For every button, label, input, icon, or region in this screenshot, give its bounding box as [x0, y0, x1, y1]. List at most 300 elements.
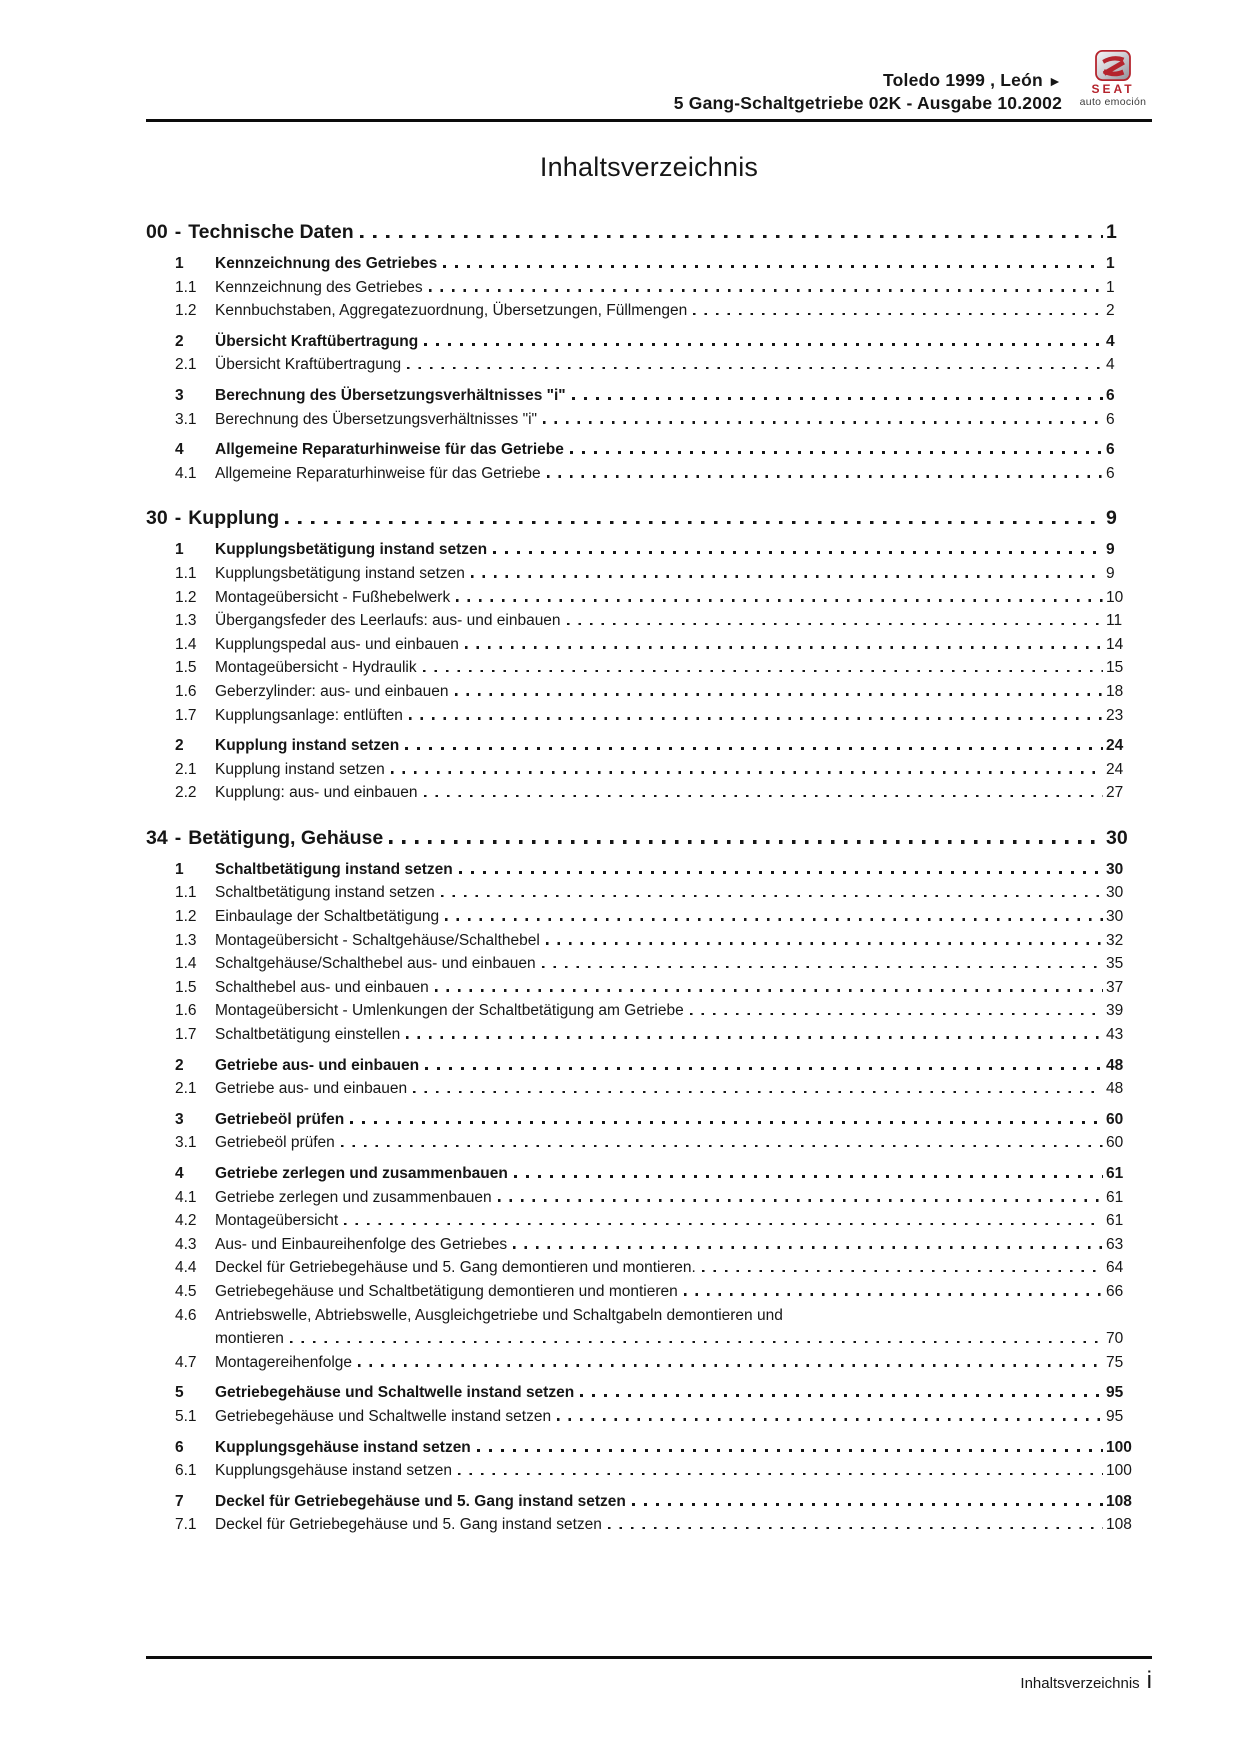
dot-leader — [455, 693, 1103, 696]
row-number: 3.1 — [175, 410, 197, 428]
row-number: 4 — [175, 441, 184, 459]
row-body — [215, 1459, 1152, 1483]
dot-leader — [498, 1199, 1103, 1202]
row-page: 1 — [1106, 278, 1115, 296]
row-page: 30 — [1106, 884, 1124, 902]
dot-leader — [423, 670, 1103, 673]
row-body — [215, 586, 1152, 610]
row-page: 14 — [1106, 635, 1124, 653]
row-title: Getriebeöl prüfen — [215, 1110, 345, 1128]
row-page: 60 — [1106, 1134, 1124, 1152]
row-number: 2.1 — [175, 356, 197, 374]
row-body — [215, 976, 1152, 1000]
dot-leader — [360, 235, 1103, 239]
dot-leader — [459, 871, 1103, 874]
row-title: Schaltgehäuse/Schalthebel aus- und einbauen — [215, 955, 536, 973]
row-title: Kennzeichnung des Getriebes — [215, 278, 423, 296]
row-number: 4.2 — [175, 1212, 197, 1230]
row-number: 4.1 — [175, 464, 197, 482]
row-number: 1.2 — [175, 908, 197, 926]
row-title: Kennzeichnung des Getriebes — [215, 255, 438, 272]
row-title: Getriebe zerlegen und zusammenbauen — [215, 1165, 508, 1182]
section-separator: - — [174, 826, 182, 849]
toc-row — [146, 734, 1152, 758]
row-body — [215, 704, 1152, 728]
section-number: 34 — [146, 826, 168, 849]
toc-row — [146, 1209, 1152, 1233]
dot-leader — [344, 1223, 1103, 1226]
toc-row — [146, 881, 1152, 905]
row-number: 2 — [175, 737, 184, 755]
row-body — [215, 299, 1152, 323]
row-number: 4.1 — [175, 1188, 197, 1206]
dot-leader — [441, 895, 1103, 898]
row-title: Übergangsfeder des Leerlaufs: aus- und einbauen — [215, 612, 561, 630]
row-page: 15 — [1106, 659, 1124, 677]
toc-section — [146, 221, 1152, 485]
dot-leader — [341, 1145, 1103, 1148]
row-body — [215, 408, 1152, 432]
row-title: Kupplungspedal aus- und einbauen — [215, 635, 459, 653]
row-number: 1.1 — [175, 884, 197, 902]
row-number: 5 — [175, 1384, 184, 1402]
row-page: 108 — [1106, 1492, 1132, 1510]
row-body — [215, 858, 1152, 882]
row-number: 1.2 — [175, 588, 197, 606]
toc-row — [146, 999, 1152, 1023]
row-title: Schaltbetätigung einstellen — [215, 1026, 401, 1044]
row-title: Getriebeöl prüfen — [215, 1134, 335, 1152]
seat-badge-icon — [1095, 50, 1131, 81]
row-title: Kupplungsgehäuse instand setzen — [215, 1438, 471, 1456]
toc-section-header — [146, 827, 1152, 850]
row-number: 3.1 — [175, 1134, 197, 1152]
row-title: Montagereihenfolge — [215, 1353, 353, 1371]
toc-row — [146, 408, 1152, 432]
row-page: 60 — [1106, 1110, 1124, 1128]
row-body — [215, 999, 1152, 1023]
toc-row — [146, 1256, 1152, 1280]
row-title: Getriebe aus- und einbauen — [215, 1056, 420, 1074]
row-number: 1.3 — [175, 931, 197, 949]
dot-leader — [445, 918, 1103, 921]
row-page: 39 — [1106, 1002, 1124, 1020]
row-number: 1.4 — [175, 955, 197, 973]
row-number: 1.6 — [175, 1002, 197, 1020]
row-page: 24 — [1106, 737, 1124, 755]
toc-row — [146, 1186, 1152, 1210]
row-body — [215, 734, 1152, 758]
row-number: 4.6 — [175, 1306, 197, 1324]
toc-row — [146, 1131, 1152, 1155]
row-title: Kupplung instand setzen — [215, 760, 385, 778]
toc-row — [146, 656, 1152, 680]
row-page: 100 — [1106, 1462, 1132, 1480]
row-number: 3 — [175, 386, 184, 404]
page-header — [146, 50, 1152, 114]
row-page: 18 — [1106, 682, 1124, 700]
row-page: 30 — [1106, 908, 1124, 926]
dot-leader — [389, 840, 1103, 844]
model-name: Toledo 1999 , León — [883, 70, 1043, 90]
row-title: Aus- und Einbaureihenfolge des Getriebes — [215, 1235, 508, 1253]
row-number: 4.4 — [175, 1259, 197, 1277]
row-body — [215, 680, 1152, 704]
row-number: 3 — [175, 1110, 184, 1128]
toc-row — [146, 1459, 1152, 1483]
row-page: 11 — [1106, 612, 1123, 630]
dot-leader — [608, 1527, 1103, 1530]
header-manual-line: 5 Gang-Schaltgetriebe 02K - Ausgabe 10.2002 — [673, 93, 1062, 113]
row-title: Geberzylinder: aus- und einbauen — [215, 682, 449, 700]
row-body — [215, 881, 1152, 905]
row-page: 37 — [1106, 978, 1124, 996]
toc-section-header — [146, 221, 1152, 244]
dot-leader — [471, 575, 1103, 578]
row-page: 4 — [1106, 356, 1115, 374]
row-body — [215, 1351, 1152, 1375]
row-number: 4 — [175, 1165, 184, 1182]
row-body — [215, 1233, 1152, 1257]
dot-leader — [424, 795, 1103, 798]
footer-page-number: i — [1146, 1667, 1152, 1694]
row-number: 5.1 — [175, 1407, 197, 1425]
row-page: 27 — [1106, 784, 1124, 802]
dot-leader — [409, 717, 1103, 720]
row-body — [215, 1162, 1152, 1186]
toc-row — [146, 1108, 1152, 1132]
row-page: 9 — [1106, 564, 1115, 582]
row-body — [215, 609, 1152, 633]
row-title: Kupplung instand setzen — [215, 737, 400, 755]
row-body — [215, 1186, 1152, 1210]
row-page: 32 — [1106, 931, 1124, 949]
dot-leader — [477, 1449, 1103, 1452]
toc-row — [146, 384, 1152, 408]
section-title: Technische Daten — [188, 221, 354, 243]
dot-leader — [546, 942, 1103, 945]
section-number: 30 — [146, 507, 168, 530]
toc-row — [146, 438, 1152, 462]
row-body — [215, 1304, 1152, 1351]
dot-leader — [285, 521, 1103, 525]
toc-row — [146, 1077, 1152, 1101]
row-title: Getriebegehäuse und Schaltwelle instand setzen — [215, 1407, 552, 1425]
row-number: 6 — [175, 1438, 184, 1456]
dot-leader — [693, 313, 1103, 316]
row-title: Berechnung des Übersetzungsverhältnisses "i" — [215, 386, 566, 404]
row-page: 1 — [1106, 255, 1115, 272]
row-body — [215, 1280, 1152, 1304]
row-page: 70 — [1106, 1330, 1124, 1348]
footer-rule — [146, 1656, 1152, 1659]
dot-leader — [425, 1067, 1103, 1070]
row-number: 1.5 — [175, 978, 197, 996]
row-page: 64 — [1106, 1259, 1124, 1277]
dot-leader — [632, 1503, 1103, 1506]
row-body — [215, 929, 1152, 953]
row-title: Einbaulage der Schaltbetätigung — [215, 908, 440, 926]
toc-row — [146, 781, 1152, 805]
row-body — [215, 758, 1152, 782]
row-page: 100 — [1106, 1438, 1132, 1456]
toc-row — [146, 609, 1152, 633]
row-title: Berechnung des Übersetzungsverhältnisses "i" — [215, 410, 538, 428]
toc-row — [146, 538, 1152, 562]
toc-row — [146, 952, 1152, 976]
toc-section-header — [146, 507, 1152, 530]
row-page: 66 — [1106, 1282, 1124, 1300]
row-page: 4 — [1106, 332, 1115, 350]
row-page: 6 — [1106, 386, 1115, 404]
toc-row — [146, 704, 1152, 728]
row-page: 9 — [1106, 541, 1115, 559]
toc-row — [146, 1351, 1152, 1375]
row-page: 95 — [1106, 1407, 1124, 1425]
toc-row — [146, 1023, 1152, 1047]
row-number: 1.2 — [175, 302, 197, 320]
row-title: Deckel für Getriebegehäuse und 5. Gang instand setzen — [215, 1516, 602, 1534]
footer-label: Inhaltsverzeichnis — [1020, 1675, 1140, 1692]
dot-leader — [557, 1418, 1103, 1421]
row-page: 61 — [1106, 1165, 1124, 1182]
row-body — [215, 1209, 1152, 1233]
dot-leader — [465, 646, 1103, 649]
row-page: 43 — [1106, 1026, 1124, 1044]
row-title: Kennbuchstaben, Aggregatezuordnung, Übersetzungen, Füllmengen — [215, 302, 688, 320]
toc-row — [146, 1054, 1152, 1078]
row-page: 61 — [1106, 1212, 1124, 1230]
row-number: 2.2 — [175, 784, 197, 802]
row-title: Schaltbetätigung instand setzen — [215, 884, 435, 902]
dot-leader — [413, 1091, 1103, 1094]
row-title: Kupplungsanlage: entlüften — [215, 706, 403, 724]
toc-row — [146, 1304, 1152, 1351]
toc-row — [146, 1233, 1152, 1257]
row-title: Antriebswelle, Abtriebswelle, Ausgleichgetriebe und Schaltgabeln demontieren und — [215, 1306, 783, 1324]
dot-leader — [290, 1341, 1103, 1344]
row-page: 6 — [1106, 464, 1115, 482]
dot-leader — [406, 1036, 1103, 1039]
toc-row — [146, 1490, 1152, 1514]
row-title: Montageübersicht - Hydraulik — [215, 659, 417, 677]
row-title: Montageübersicht - Umlenkungen der Schaltbetätigung am Getriebe — [215, 1002, 684, 1020]
row-number: 1 — [175, 860, 184, 878]
dot-leader — [547, 475, 1103, 478]
row-number: 2 — [175, 332, 184, 350]
toc-row — [146, 976, 1152, 1000]
row-page: 48 — [1106, 1056, 1124, 1074]
row-title-line — [215, 1304, 1152, 1328]
dot-leader — [684, 1293, 1103, 1296]
toc-row — [146, 758, 1152, 782]
row-title: Allgemeine Reparaturhinweise für das Getriebe — [215, 464, 541, 482]
header-model-line — [674, 69, 1062, 92]
toc-row — [146, 299, 1152, 323]
row-number: 1.7 — [175, 1026, 197, 1044]
row-body — [215, 633, 1152, 657]
row-body — [215, 252, 1152, 276]
dot-leader — [435, 989, 1103, 992]
seat-logo — [1074, 50, 1152, 108]
row-body — [215, 562, 1152, 586]
row-body — [215, 538, 1152, 562]
row-body — [215, 1436, 1152, 1460]
row-number: 4.3 — [175, 1235, 197, 1253]
row-title: Übersicht Kraftübertragung — [215, 356, 402, 374]
seat-brand-text: SEAT — [1091, 82, 1135, 96]
toc-row — [146, 330, 1152, 354]
row-body — [215, 1381, 1152, 1405]
row-body — [215, 905, 1152, 929]
section-page: 9 — [1106, 507, 1117, 530]
seat-tagline: auto emoción — [1079, 96, 1147, 108]
dot-leader — [456, 599, 1103, 602]
row-body — [215, 353, 1152, 377]
row-title: Montageübersicht - Schaltgehäuse/Schalthebel — [215, 931, 540, 949]
row-number: 1.1 — [175, 564, 197, 582]
toc-section — [146, 827, 1152, 1537]
row-title: Montageübersicht - Fußhebelwerk — [215, 588, 451, 606]
row-page: 2 — [1106, 302, 1115, 320]
row-number: 1.6 — [175, 682, 197, 700]
row-number: 1.7 — [175, 706, 197, 724]
row-body — [215, 1513, 1152, 1537]
row-title: Deckel für Getriebegehäuse und 5. Gang demontieren und montieren. — [215, 1259, 696, 1277]
row-number: 1.5 — [175, 659, 197, 677]
row-body — [215, 656, 1152, 680]
dot-leader — [702, 1270, 1103, 1273]
toc-row — [146, 1405, 1152, 1429]
dot-leader — [580, 1394, 1103, 1397]
toc-row — [146, 252, 1152, 276]
row-number: 7 — [175, 1492, 184, 1510]
dot-leader — [407, 367, 1103, 370]
toc-row — [146, 586, 1152, 610]
page-title: Inhaltsverzeichnis — [539, 152, 759, 182]
row-body — [215, 1256, 1152, 1280]
row-body — [215, 1054, 1152, 1078]
row-number: 1 — [175, 541, 184, 559]
dot-leader — [405, 747, 1103, 750]
row-body — [215, 276, 1152, 300]
row-title: Montageübersicht — [215, 1212, 339, 1230]
dot-leader — [572, 397, 1103, 400]
row-title: Deckel für Getriebegehäuse und 5. Gang instand setzen — [215, 1492, 626, 1510]
row-body — [215, 1077, 1152, 1101]
row-page: 10 — [1106, 588, 1124, 606]
row-title: Schalthebel aus- und einbauen — [215, 978, 429, 996]
row-title: Getriebegehäuse und Schaltbetätigung demontieren und montieren — [215, 1282, 678, 1300]
row-page: 108 — [1106, 1516, 1132, 1534]
row-number: 1.3 — [175, 612, 197, 630]
row-number: 2.1 — [175, 760, 197, 778]
toc-row — [146, 929, 1152, 953]
toc — [146, 199, 1152, 1537]
toc-row — [146, 1513, 1152, 1537]
row-title: Schaltbetätigung instand setzen — [215, 860, 453, 878]
row-page: 6 — [1106, 410, 1115, 428]
toc-row — [146, 1162, 1152, 1186]
row-title: Getriebe aus- und einbauen — [215, 1080, 408, 1098]
row-body — [215, 462, 1152, 486]
section-page: 1 — [1106, 221, 1117, 243]
row-body — [215, 384, 1152, 408]
row-page: 35 — [1106, 955, 1124, 973]
row-page: 95 — [1106, 1384, 1124, 1402]
row-body — [215, 952, 1152, 976]
row-title: Allgemeine Reparaturhinweise für das Getriebe — [215, 441, 564, 459]
row-page: 48 — [1106, 1080, 1124, 1098]
toc-row — [146, 633, 1152, 657]
row-body — [215, 330, 1152, 354]
row-page: 23 — [1106, 706, 1124, 724]
row-body — [215, 1490, 1152, 1514]
row-body — [215, 781, 1152, 805]
model-arrow-icon: ► — [1047, 73, 1062, 89]
toc-row — [146, 1280, 1152, 1304]
toc-row — [146, 276, 1152, 300]
row-number: 1.4 — [175, 635, 197, 653]
toc-row — [146, 353, 1152, 377]
dot-leader — [513, 1246, 1103, 1249]
section-title: Betätigung, Gehäuse — [188, 826, 384, 849]
row-number: 2.1 — [175, 1080, 197, 1098]
row-page: 30 — [1106, 860, 1124, 878]
row-title: Kupplungsbetätigung instand setzen — [215, 564, 465, 582]
row-body — [215, 1131, 1152, 1155]
dot-leader — [391, 771, 1103, 774]
section-separator: - — [174, 507, 182, 530]
toc-row — [146, 1381, 1152, 1405]
section-page: 30 — [1106, 826, 1128, 849]
dot-leader — [514, 1175, 1103, 1178]
row-number: 1 — [175, 255, 184, 272]
section-number: 00 — [146, 221, 168, 243]
header-text-block — [674, 69, 1062, 114]
row-title: Kupplungsbetätigung instand setzen — [215, 541, 488, 559]
toc-row — [146, 858, 1152, 882]
row-number: 4.5 — [175, 1282, 197, 1300]
dot-leader — [424, 343, 1103, 346]
row-body — [215, 438, 1152, 462]
row-title-continued: montieren — [215, 1330, 284, 1348]
row-number: 2 — [175, 1056, 184, 1074]
dot-leader — [443, 265, 1103, 268]
toc-row — [146, 680, 1152, 704]
row-title: Getriebegehäuse und Schaltwelle instand setzen — [215, 1384, 575, 1402]
row-number: 6.1 — [175, 1462, 197, 1480]
row-page: 63 — [1106, 1235, 1124, 1253]
row-page: 75 — [1106, 1353, 1124, 1371]
row-title: Getriebe zerlegen und zusammenbauen — [215, 1188, 492, 1206]
dot-leader — [567, 623, 1103, 626]
section-separator: - — [174, 221, 182, 243]
dot-leader — [350, 1121, 1103, 1124]
dot-leader — [690, 1013, 1103, 1016]
row-page: 61 — [1106, 1188, 1124, 1206]
row-number: 7.1 — [175, 1516, 197, 1534]
toc-row — [146, 462, 1152, 486]
toc-row — [146, 905, 1152, 929]
header-rule — [146, 119, 1152, 122]
toc-row — [146, 562, 1152, 586]
dot-leader — [543, 421, 1103, 424]
toc-section — [146, 507, 1152, 805]
row-number: 4.7 — [175, 1353, 197, 1371]
row-title: Kupplung: aus- und einbauen — [215, 784, 418, 802]
row-body — [215, 1108, 1152, 1132]
